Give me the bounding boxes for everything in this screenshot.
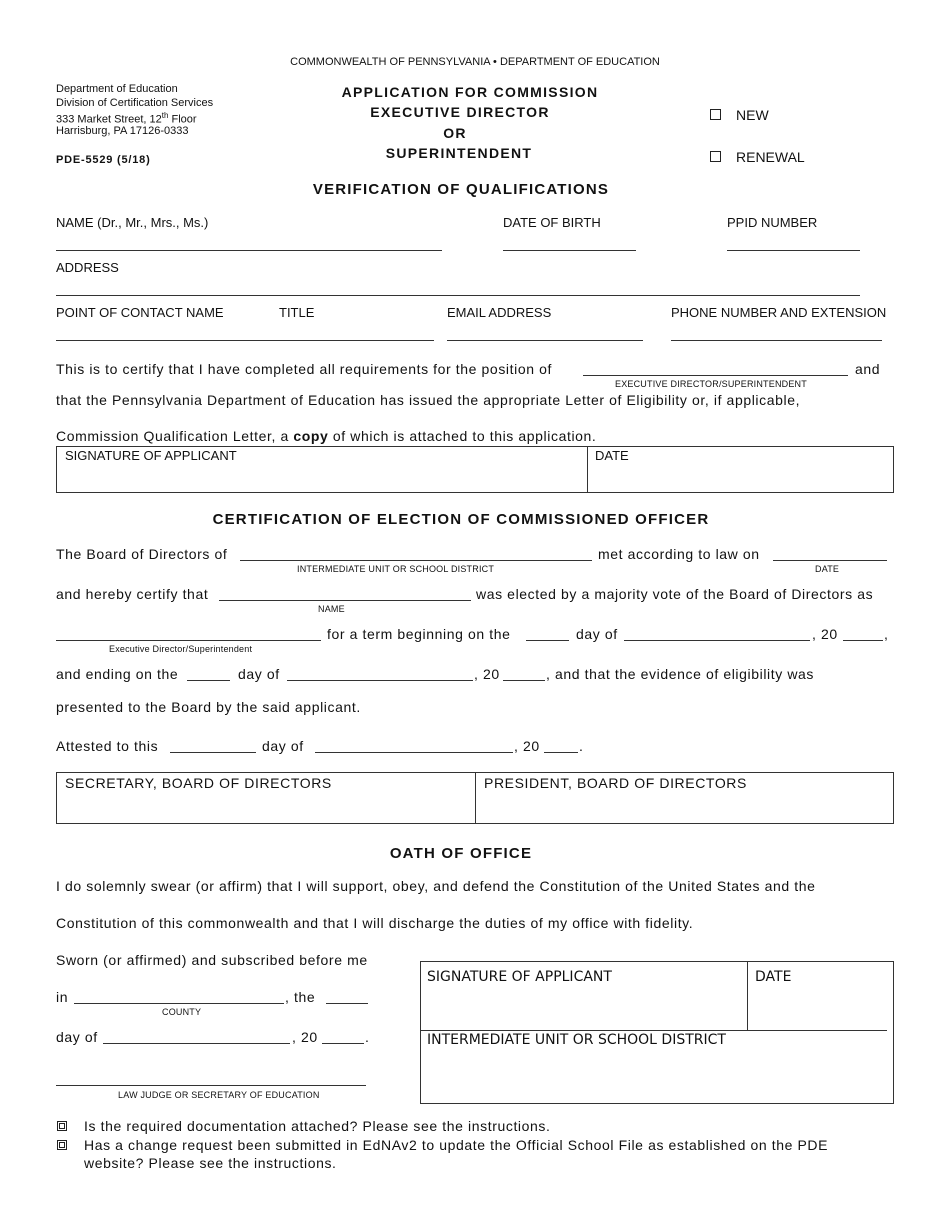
- certify-text: This is to certify that I have completed all requirements for the position of: [56, 361, 552, 377]
- oath-signature-field[interactable]: [421, 962, 746, 1029]
- change-request-checkbox[interactable]: [57, 1140, 67, 1150]
- board-district-field[interactable]: [240, 560, 592, 561]
- term-begin-text: for a term beginning on the: [327, 626, 511, 642]
- title-line-4: SUPERINTENDENT: [385, 145, 533, 161]
- certify-line-3: Commission Qualification Letter, a copy of which is attached to this application.: [56, 428, 597, 444]
- title-line-1: APPLICATION FOR COMMISSION: [341, 84, 599, 100]
- sworn-year-field[interactable]: [322, 1043, 364, 1044]
- term-begin-comma: ,: [884, 626, 888, 642]
- term-begin-year-field[interactable]: [843, 640, 883, 641]
- address-line-4: Harrisburg, PA 17126-0333: [56, 125, 189, 137]
- judge-caption: LAW JUDGE OR SECRETARY OF EDUCATION: [118, 1090, 320, 1100]
- applicant-signature-box: [56, 446, 894, 493]
- contact-title-label: TITLE: [279, 305, 315, 320]
- sworn-in-label: in: [56, 989, 69, 1005]
- position-caption: EXECUTIVE DIRECTOR/SUPERINTENDENT: [615, 379, 807, 389]
- board-signature-box: [56, 772, 894, 824]
- term-end-text: and ending on the: [56, 666, 179, 682]
- oath-signature-label: SIGNATURE OF APPLICANT: [427, 969, 612, 985]
- dob-label: DATE OF BIRTH: [503, 215, 601, 230]
- meeting-date-field[interactable]: [773, 560, 887, 561]
- oath-line-1: I do solemnly swear (or affirm) that I will support, obey, and defend the Constitution of the United States and the: [56, 878, 816, 894]
- attest-day-field[interactable]: [170, 752, 256, 753]
- ppid-field[interactable]: [727, 250, 860, 251]
- president-label: PRESIDENT, BOARD OF DIRECTORS: [484, 775, 747, 791]
- verification-heading: VERIFICATION OF QUALIFICATIONS: [312, 181, 610, 198]
- county-field[interactable]: [74, 1003, 284, 1004]
- change-request-question-line-2: website? Please see the instructions.: [84, 1155, 337, 1171]
- sworn-text: Sworn (or affirmed) and subscribed before me: [56, 952, 368, 968]
- term-end-post: , and that the evidence of eligibility was: [546, 666, 815, 682]
- oath-district-label: INTERMEDIATE UNIT OR SCHOOL DISTRICT: [427, 1032, 726, 1048]
- agency-line: COMMONWEALTH OF PENNSYLVANIA • DEPARTMENT OF EDUCATION: [290, 56, 660, 68]
- oath-signature-box: [420, 961, 894, 1104]
- name-field[interactable]: [56, 250, 442, 251]
- president-signature-field[interactable]: [476, 773, 893, 823]
- term-begin-day-field[interactable]: [526, 640, 569, 641]
- signature-label: SIGNATURE OF APPLICANT: [65, 448, 237, 463]
- address-line-3: 333 Market Street, 12th Floor: [56, 111, 197, 126]
- term-end-day-field[interactable]: [187, 680, 230, 681]
- term-end-year-field[interactable]: [503, 680, 545, 681]
- address-line-2: Division of Certification Services: [56, 97, 214, 109]
- address-line-1: Department of Education: [56, 83, 178, 95]
- change-request-question-line-1: Has a change request been submitted in EdNAv2 to update the Official School File as established on the PDE: [84, 1137, 829, 1153]
- contact-name-field[interactable]: [56, 340, 434, 341]
- term-end-month-field[interactable]: [287, 680, 473, 681]
- sworn-period: .: [365, 1029, 369, 1045]
- judge-signature-field[interactable]: [56, 1085, 366, 1086]
- attest-year-prefix: , 20: [514, 738, 540, 754]
- term-begin-year-prefix: , 20: [812, 626, 838, 642]
- applicant-signature-date-field[interactable]: [588, 447, 893, 492]
- phone-field[interactable]: [671, 340, 882, 341]
- secretary-label: SECRETARY, BOARD OF DIRECTORS: [65, 775, 332, 791]
- form-number: PDE-5529 (5/18): [56, 154, 151, 166]
- date-caption: DATE: [815, 564, 840, 574]
- sworn-year-prefix: , 20: [292, 1029, 318, 1045]
- name-caption: NAME: [318, 604, 345, 614]
- title-line-2: EXECUTIVE DIRECTOR: [370, 104, 550, 120]
- sworn-day-field[interactable]: [326, 1003, 368, 1004]
- district-caption: INTERMEDIATE UNIT OR SCHOOL DISTRICT: [297, 564, 495, 574]
- oath-heading: OATH OF OFFICE: [389, 845, 533, 862]
- election-line-2-text: and hereby certify that: [56, 586, 209, 602]
- election-line-5: presented to the Board by the said applicant.: [56, 699, 361, 715]
- documentation-checkbox[interactable]: [57, 1121, 67, 1131]
- position-field[interactable]: [583, 375, 848, 376]
- email-field[interactable]: [447, 340, 643, 341]
- documentation-question: Is the required documentation attached? Please see the instructions.: [84, 1118, 551, 1134]
- new-label: NEW: [736, 107, 769, 123]
- election-line-1-mid: met according to law on: [598, 546, 760, 562]
- sworn-the-label: , the: [285, 989, 316, 1005]
- county-caption: COUNTY: [162, 1007, 202, 1017]
- signature-date-label: DATE: [595, 448, 629, 463]
- elected-position-field[interactable]: [56, 640, 321, 641]
- renewal-label: RENEWAL: [736, 149, 805, 165]
- oath-date-label: DATE: [755, 969, 792, 985]
- contact-label: POINT OF CONTACT NAME: [56, 305, 224, 320]
- attest-month-field[interactable]: [315, 752, 513, 753]
- term-begin-dayof: day of: [576, 626, 618, 642]
- oath-district-field[interactable]: [421, 1031, 893, 1103]
- secretary-signature-field[interactable]: [57, 773, 474, 823]
- new-checkbox[interactable]: [710, 109, 721, 120]
- election-line-2-post: was elected by a majority vote of the Board of Directors as: [476, 586, 874, 602]
- term-begin-month-field[interactable]: [624, 640, 810, 641]
- election-line-1-text: The Board of Directors of: [56, 546, 228, 562]
- oath-date-field[interactable]: [748, 962, 893, 1029]
- attest-text: Attested to this: [56, 738, 159, 754]
- address-field[interactable]: [56, 295, 860, 296]
- certify-line-2: that the Pennsylvania Department of Education has issued the appropriate Letter of Eligibility or, if applicable,: [56, 392, 801, 408]
- term-end-year-prefix: , 20: [474, 666, 500, 682]
- title-line-3: OR: [443, 125, 467, 141]
- renewal-checkbox[interactable]: [710, 151, 721, 162]
- elected-name-field[interactable]: [219, 600, 471, 601]
- position-caption-2: Executive Director/Superintendent: [109, 644, 253, 654]
- oath-line-2: Constitution of this commonwealth and that I will discharge the duties of my office with fidelity.: [56, 915, 694, 931]
- applicant-signature-field[interactable]: [57, 447, 586, 492]
- election-heading: CERTIFICATION OF ELECTION OF COMMISSIONED OFFICER: [212, 511, 710, 528]
- phone-label: PHONE NUMBER AND EXTENSION: [671, 305, 887, 320]
- email-label: EMAIL ADDRESS: [447, 305, 552, 320]
- attest-dayof: day of: [262, 738, 304, 754]
- dob-field[interactable]: [503, 250, 636, 251]
- attest-year-field[interactable]: [544, 752, 578, 753]
- name-label: NAME (Dr., Mr., Mrs., Ms.): [56, 215, 209, 230]
- certify-and: and: [855, 361, 881, 377]
- address-label: ADDRESS: [56, 260, 119, 275]
- ppid-label: PPID NUMBER: [727, 215, 818, 230]
- sworn-month-field[interactable]: [103, 1043, 290, 1044]
- term-end-dayof: day of: [238, 666, 280, 682]
- sworn-dayof-label: day of: [56, 1029, 98, 1045]
- attest-period: .: [579, 738, 583, 754]
